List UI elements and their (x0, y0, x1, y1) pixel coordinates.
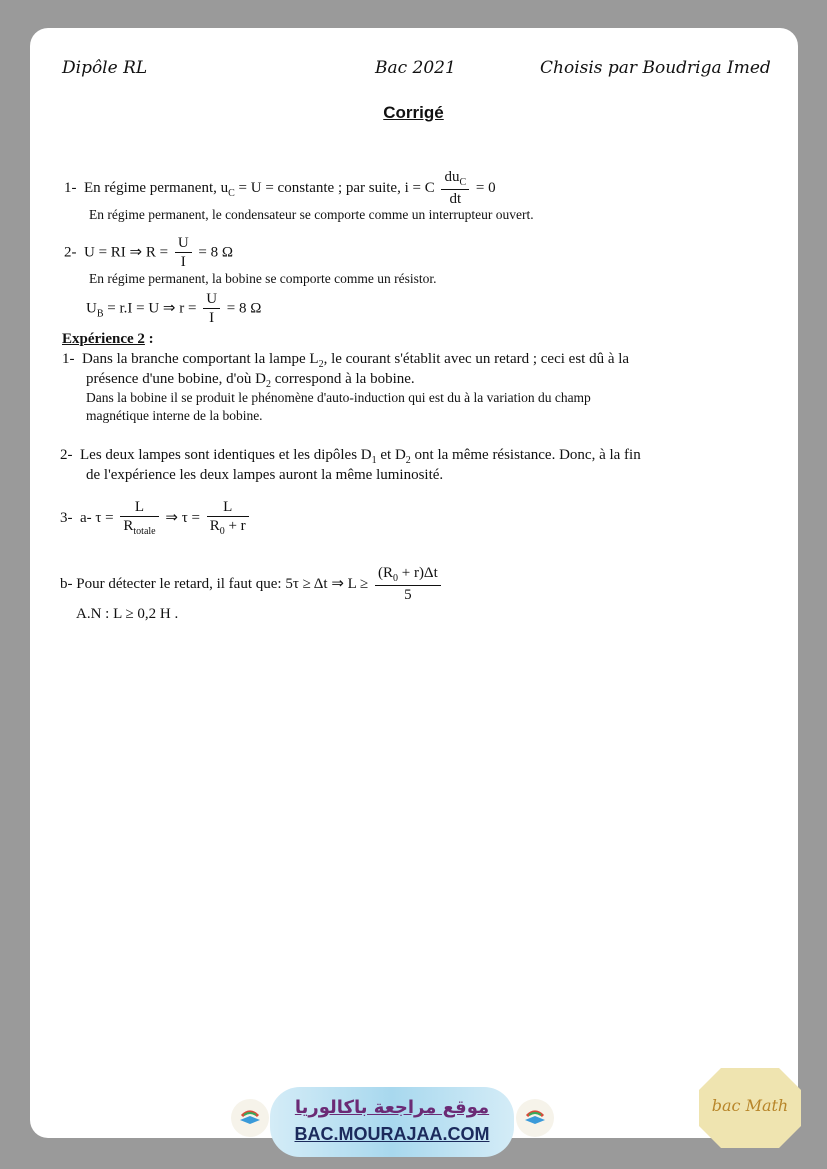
book-logo-icon-right (515, 1098, 555, 1138)
inductance-fraction: $\frac{(R_0 + r)\Delta t}{5}$ (375, 566, 441, 603)
exp2-p1-note1: Dans la bobine il se produit le phénomène d'auto-induction qui est du à la variation du champ (86, 390, 591, 405)
q1-line: 1- En régime permanent, $u_C = U$ = constante ; par suite, i = C $\frac{du_C}{dt}$ = 0 (64, 169, 496, 207)
exp2-p2-line1: 2- Les deux lampes sont identiques et les dipôles $D_1$ et $D_2$ ont la même résistance. Donc, à la fin (60, 447, 641, 466)
q1-note: En régime permanent, le condensateur se comporte comme un interrupteur ouvert. (89, 207, 534, 222)
exp2-p1-line2: présence d'une bobine, d'où $D_2$ correspond à la bobine. (86, 371, 415, 390)
badge-text: bac Math (711, 1096, 789, 1115)
exp2-p3-line: 3- a- τ = $\frac{L}{R_{totale}}$ ⇒ τ = $\frac{L}{R_0 + r}$ (60, 500, 252, 537)
site-banner[interactable] (270, 1087, 514, 1157)
exp2-pb-line: b- Pour détecter le retard, il faut que: 5τ ≥ Δt ⇒ L ≥ $\frac{(R_0 + r)\Delta t}{5}$ (60, 566, 444, 603)
tau-fraction-2: $\frac{L}{R_0 + r}$ (207, 500, 249, 537)
header-right: Choisis par Boudriga Imed (540, 58, 771, 78)
exp2-p2-line2: de l'expérience les deux lampes auront la même luminosité. (86, 467, 444, 483)
bac-math-badge (697, 1066, 803, 1150)
experience-2-title: Expérience 2 : (62, 331, 154, 347)
exp2-p1-note2: magnétique interne de la bobine. (86, 408, 263, 423)
q2-line: 2- U = RI ⇒ R = $\frac{U}{I}$ = 8 Ω (64, 235, 234, 270)
book-logo-icon-left (230, 1098, 270, 1138)
page-title: Corrigé (383, 103, 444, 122)
header-center: Bac 2021 (375, 58, 456, 78)
q2-fraction: $\frac{U}{I}$ (175, 236, 192, 270)
header-left: Dipôle RL (62, 58, 148, 78)
q2-ub-fraction: $\frac{U}{I}$ (203, 292, 220, 326)
q2-ub-line: $U_B = r.I = U$ ⇒ r = $\frac{U}{I}$ = 8 Ω (86, 291, 262, 326)
tau-fraction-1: $\frac{L}{R_{totale}}$ (120, 500, 158, 537)
banner-arabic-text: موقع مراجعة باكالوريا (294, 1097, 490, 1118)
banner-url-link[interactable]: BAC.MOURAJAA.COM (294, 1124, 490, 1144)
q2-note: En régime permanent, la bobine se comporte comme un résistor. (89, 271, 437, 286)
numerical-application: A.N : L ≥ 0,2 H . (76, 606, 179, 622)
q1-fraction: $\frac{du_C}{dt}$ (441, 170, 469, 207)
exp2-p1-line1: 1- Dans la branche comportant la lampe $L_2$, le courant s'établit avec un retard ; ceci est dû à la (62, 351, 630, 370)
